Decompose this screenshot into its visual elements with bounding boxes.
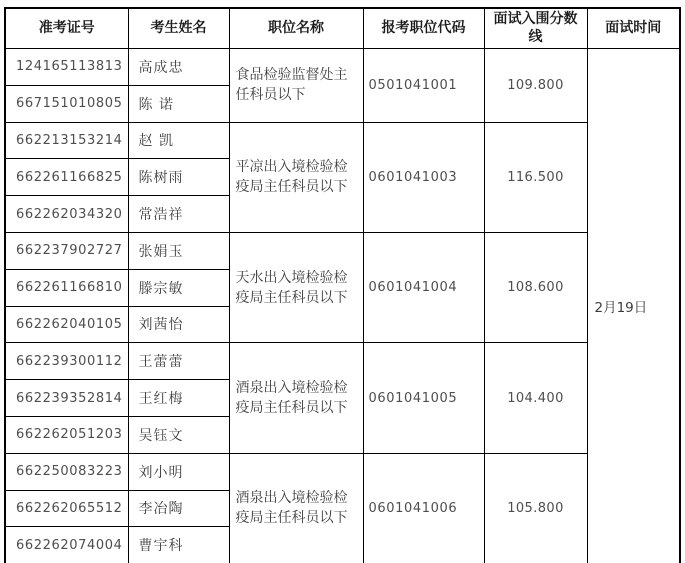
admission-number-cell: 662239300112 xyxy=(5,343,128,380)
position-name-cell: 天水出入境检验检疫局主任科员以下 xyxy=(229,232,363,342)
interview-time-cell: 2月19日 xyxy=(587,49,680,563)
candidate-name-cell: 常浩祥 xyxy=(128,196,229,233)
candidate-name-cell: 曹宇科 xyxy=(128,527,229,563)
admission-number-cell: 662262034320 xyxy=(5,196,128,233)
table-row xyxy=(5,453,680,490)
candidate-name-cell: 王红梅 xyxy=(128,380,229,417)
admission-number-cell: 667151010805 xyxy=(5,85,128,122)
interview-score-table xyxy=(4,7,681,563)
admission-number-cell: 662262074004 xyxy=(5,527,128,563)
candidate-name-cell: 陈树雨 xyxy=(128,159,229,196)
header-candidate-name: 考生姓名 xyxy=(128,8,229,49)
position-name-cell: 酒泉出入境检验检疫局主任科员以下 xyxy=(229,453,363,563)
admission-number-cell: 662262051203 xyxy=(5,416,128,453)
table-body xyxy=(5,49,680,563)
table-row xyxy=(5,232,680,269)
position-name-cell: 平凉出入境检验检疫局主任科员以下 xyxy=(229,122,363,232)
candidate-name-cell: 吴钰文 xyxy=(128,416,229,453)
candidate-name-cell: 赵 凯 xyxy=(128,122,229,159)
position-name-cell: 酒泉出入境检验检疫局主任科员以下 xyxy=(229,343,363,453)
admission-number-cell: 124165113813 xyxy=(5,49,128,86)
position-code-cell: 0501041001 xyxy=(363,49,484,123)
admission-number-cell: 662250083223 xyxy=(5,453,128,490)
header-row xyxy=(5,8,680,49)
candidate-name-cell: 张娟玉 xyxy=(128,232,229,269)
position-code-cell: 0601041005 xyxy=(363,343,484,453)
admission-number-cell: 662262065512 xyxy=(5,490,128,527)
position-code-cell: 0601041003 xyxy=(363,122,484,232)
table-row xyxy=(5,49,680,86)
candidate-name-cell: 王蕾蕾 xyxy=(128,343,229,380)
header-position-name: 职位名称 xyxy=(229,8,363,49)
score-cutoff-cell: 109.800 xyxy=(484,49,587,123)
admission-number-cell: 662261166810 xyxy=(5,269,128,306)
candidate-name-cell: 高成忠 xyxy=(128,49,229,86)
score-cutoff-cell: 108.600 xyxy=(484,232,587,342)
position-code-cell: 0601041004 xyxy=(363,232,484,342)
position-name-cell: 食品检验监督处主任科员以下 xyxy=(229,49,363,123)
table-row xyxy=(5,122,680,159)
score-cutoff-cell: 104.400 xyxy=(484,343,587,453)
position-code-cell: 0601041006 xyxy=(363,453,484,563)
admission-number-cell: 662213153214 xyxy=(5,122,128,159)
admission-number-cell: 662261166825 xyxy=(5,159,128,196)
header-score-cutoff: 面试入围分数线 xyxy=(484,8,587,49)
score-cutoff-cell: 116.500 xyxy=(484,122,587,232)
candidate-name-cell: 陈 诺 xyxy=(128,85,229,122)
header-position-code: 报考职位代码 xyxy=(363,8,484,49)
candidate-name-cell: 李冶陶 xyxy=(128,490,229,527)
candidate-name-cell: 刘茜怡 xyxy=(128,306,229,343)
score-cutoff-cell: 105.800 xyxy=(484,453,587,563)
admission-number-cell: 662239352814 xyxy=(5,380,128,417)
admission-number-cell: 662237902727 xyxy=(5,232,128,269)
header-interview-time: 面试时间 xyxy=(587,8,680,49)
table-row xyxy=(5,343,680,380)
admission-number-cell: 662262040105 xyxy=(5,306,128,343)
candidate-name-cell: 滕宗敏 xyxy=(128,269,229,306)
header-admission-number: 准考证号 xyxy=(5,8,128,49)
candidate-name-cell: 刘小明 xyxy=(128,453,229,490)
